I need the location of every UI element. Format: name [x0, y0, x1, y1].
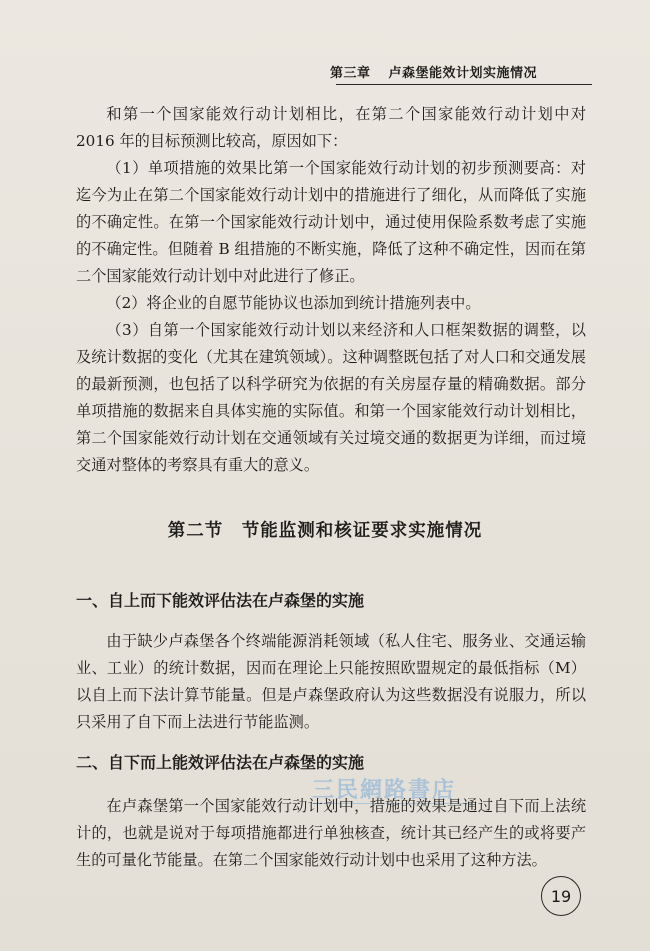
- chapter-title: 卢森堡能效计划实施情况: [388, 66, 538, 81]
- paragraph-item-3: （3）自第一个国家能效行动计划以来经济和人口框架数据的调整，以及统计数据的变化（尤其在建筑领域）。这种调整既包括了对人口和交通发展的最新预测，也包括了以科学研究为依据的有关房屋存量的精确数据。部分单项措施的数据来自具体实施的实际值。和第一个国家能效行动计划相比，第二个国家能效行动计划在交通领域有关过境交通的数据更为详细，而过境交通对整体的考察具有重大的意义。: [76, 321, 586, 474]
- paragraph-intro: 和第一个国家能效行动计划相比，在第二个国家能效行动计划中对 2016 年的目标预测比较高，原因如下：: [76, 105, 586, 150]
- paragraph-item-2: （2）将企业的自愿节能协议也添加到统计措施列表中。: [106, 294, 481, 312]
- subsection-text-2: 在卢森堡第一个国家能效行动计划中，措施的效果是通过自下而上法统计的，也就是说对于每项措施都进行单独核查，统计其已经产生的或将要产生的可量化节能量。在第二个国家能效行动计划中也采用了这种方法。: [76, 797, 586, 869]
- subsection-title-2: 二、自下而上能效评估法在卢森堡的实施: [76, 753, 365, 772]
- chapter-number: 第三章: [330, 66, 371, 81]
- header-rule: [336, 84, 592, 85]
- running-header: [330, 62, 592, 81]
- subsection-text-1: 由于缺少卢森堡各个终端能源消耗领域（私人住宅、服务业、交通运输业、工业）的统计数据，因而在理论上只能按照欧盟规定的最低指标（M）以自上而下法计算节能量。但是卢森堡政府认为这些数据没有说服力，所以只采用了自下而上法进行节能监测。: [76, 632, 586, 731]
- page-number: 19: [541, 876, 581, 916]
- subsection-title-1: 一、自上而下能效评估法在卢森堡的实施: [76, 591, 365, 610]
- paragraph-item-1: （1）单项措施的效果比第一个国家能效行动计划的初步预测要高：对迄今为止在第二个国家能效行动计划中的措施进行了细化，从而降低了实施的不确定性。在第一个国家能效行动计划中，通过使用保险系数考虑了实施的不确定性。但随着 B 组措施的不断实施，降低了这种不确定性，因而在第二个国家能效行动计划中对此进行了修正。: [76, 159, 586, 285]
- bookstore-watermark: 三民網路書店: [312, 778, 457, 803]
- section-title: 第二节 节能监测和核证要求实施情况: [167, 521, 483, 541]
